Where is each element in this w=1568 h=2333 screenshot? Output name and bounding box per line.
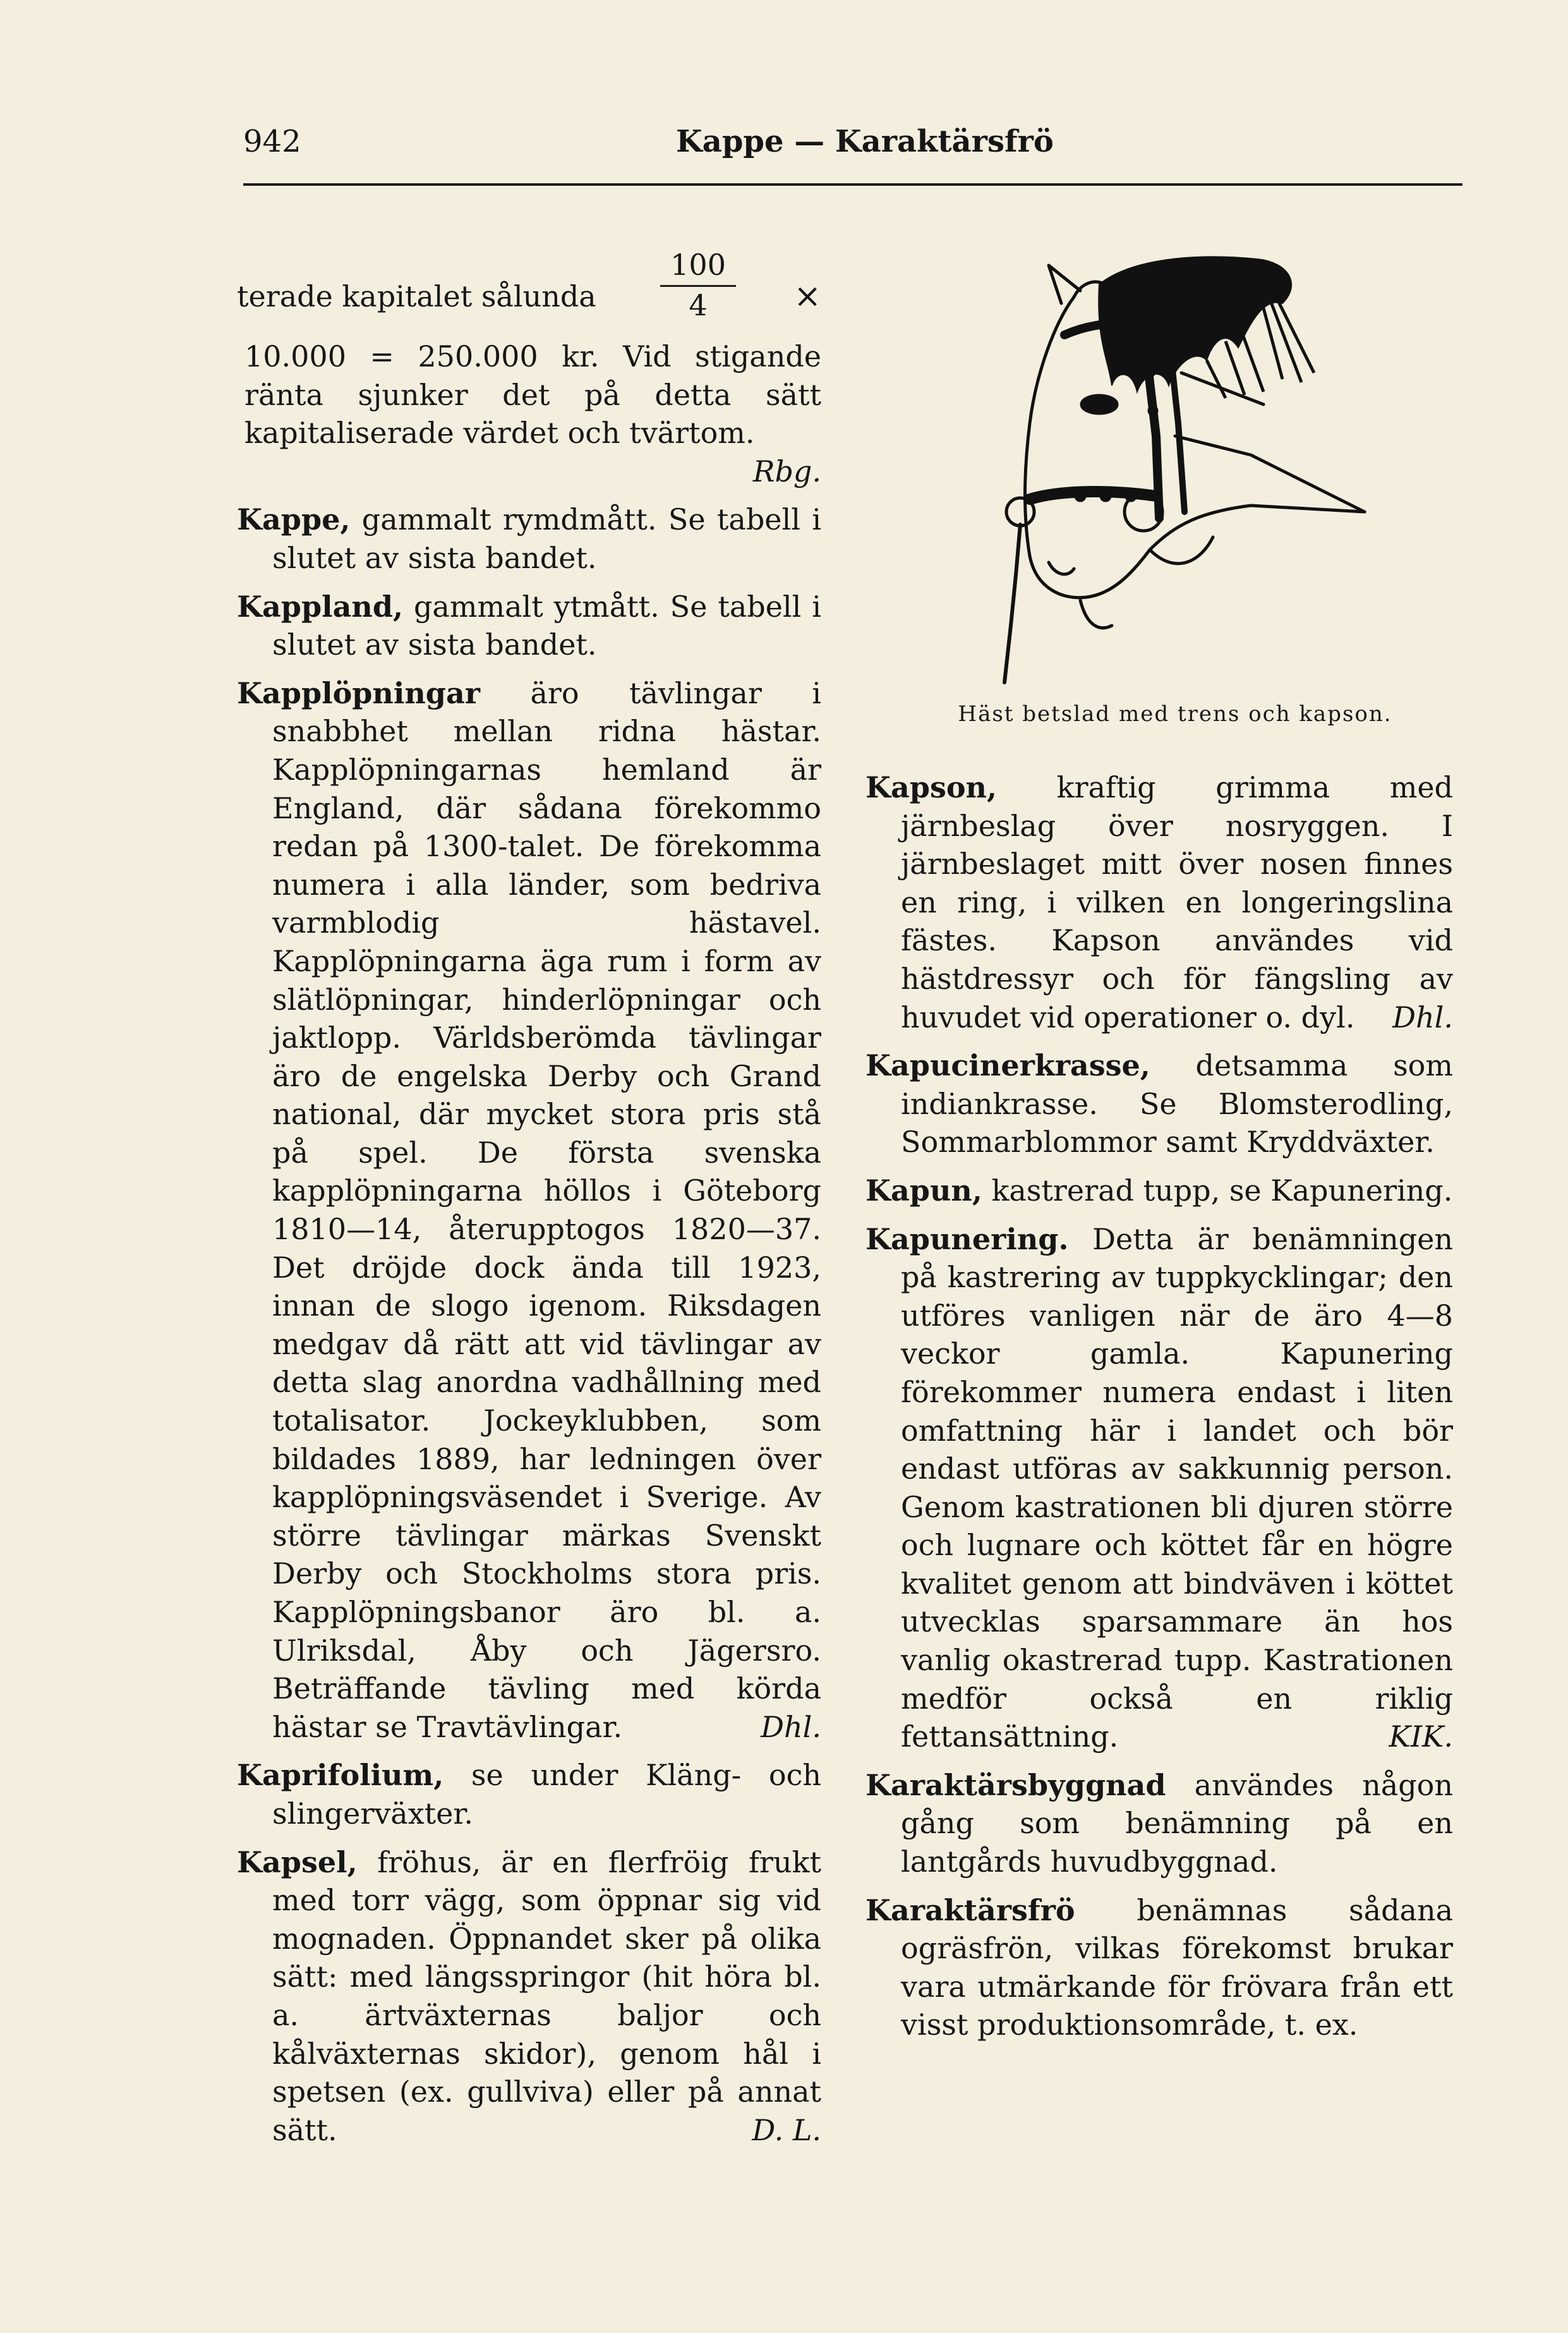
entry-text: Detta är benämningen på kastrering av tuppkycklingar; den utföres vanligen när de äro 4—8 veckor gamla. Kapunering förekommer numera endast i liten omfattning här i landet och bör endast utföras av sakkunnig person. Genom kastrationen bli djuren större och lugnare och köttet får en högre kvalitet genom att bindväven i köttet utvecklas sparsammare än hos vanlig okastrerad tupp. Kastrationen medför också en riklig fettansättning. (901, 1221, 1453, 1754)
entry-text: se under Kläng- och slingerväxter. (272, 1758, 821, 1831)
entry-kapunering (865, 1220, 1453, 1756)
entry-karaktarsbyggnad (865, 1766, 1453, 1881)
entry-text: fröhus, är en flerfröig frukt med torr vägg, som öppnar sig vid mognaden. Öppnandet sker på olika sätt: med längsspringor (hit höra bl. a. ärtväxternas baljor och kålväxternas skidor), genom hål i spetsen (ex. gullviva) eller på annat sätt. (272, 1845, 821, 2147)
headword: Kappe, (237, 502, 351, 537)
entry-kappe (237, 500, 821, 577)
entry-text: detsamma som indiankrasse. Se Blomsterodling, Sommarblommor samt Kryddväxter. (901, 1048, 1453, 1160)
fraction-numerator: 100 (670, 247, 726, 282)
headword: Kapunering. (865, 1221, 1069, 1256)
entry-karaktarsfro (865, 1891, 1453, 2044)
entry-kappland (237, 588, 821, 664)
headword: Kapun, (865, 1173, 982, 1208)
signature: KIK. (1389, 1719, 1453, 1754)
fraction-intro: terade kapitalet sålunda (237, 279, 596, 313)
entry-text: benämnas sådana ogräsfrön, vilkas förekomst brukar vara utmärkande för frövara från ett visst produktionsområde, t. ex. (901, 1893, 1453, 2042)
continuation-body: 10.000 = 250.000 kr. Vid stigande ränta sjunker det på detta sätt kapitaliserade värdet och tvärtom. (244, 339, 821, 451)
horse-bridle-illustration (986, 246, 1390, 689)
continuation-signature: Rbg. (752, 454, 821, 488)
figure-caption: Häst betslad med trens och kapson. (958, 701, 1392, 727)
fraction (660, 247, 736, 321)
entry-kapun (865, 1172, 1453, 1210)
entry-kapson (865, 768, 1453, 1036)
headword: Kapson, (865, 770, 997, 804)
header-rule (243, 183, 1462, 186)
entry-text: äro tävlingar i snabbhet mellan ridna hästar. Kapplöpningarnas hemland är England, där sådana förekommo redan på 1300-talet. De förekomma numera i alla länder, som bedriva varmblodig hästavel. Kapplöpningarna äga rum i form av slätlöpningar, hinderlöpningar och jaktlopp. Världsberömda tävlingar äro de engelska Derby och Grand national, där mycket stora pris stå på spel. De första svenska kapplöpningarna höllos i Göteborg 1810—14, återupptogos 1820—37. Det dröjde dock ända till 1923, innan de slogo igenom. Riksdagen medgav då rätt att vid tävlingar av detta slag anordna vadhållning med totalisator. Jockeyklubben, som bildades 1889, har ledningen över kapplöpningsväsendet i Sverige. Av större tävlingar märkas Svenskt Derby och Stockholms stora pris. Kapplöpningsbanor äro bl. a. Ulriksdal, Åby och Jägersro. Beträffande tävling med körda hästar se Travtävlingar. (272, 676, 821, 1744)
entry-text: kraftig grimma med järnbeslag över nosryggen. I järnbeslaget mitt över nosen finnes en ring, i vilken en longeringslina fästes. Kapson användes vid hästdressyr och för fängsling av huvudet vid operationer o. dyl. (901, 770, 1453, 1034)
running-head: Kappe — Karaktärsfrö (676, 124, 1054, 159)
entry-text: gammalt rymdmått. Se tabell i slutet av sista bandet. (272, 502, 821, 575)
fraction-line (237, 230, 821, 337)
entry-text: gammalt ytmått. Se tabell i slutet av sista bandet. (272, 589, 821, 662)
headword: Kaprifolium, (237, 1758, 444, 1793)
headword: Kappland, (237, 589, 404, 624)
entry-kapucinerkrasse (865, 1046, 1453, 1161)
headword: Kapsel, (237, 1845, 358, 1879)
entry-text: användes någon gång som benämning på en lantgårds huvudbyggnad. (901, 1767, 1453, 1879)
horse-head-drawing (986, 246, 1390, 689)
entry-kaprifolium (237, 1756, 821, 1833)
fraction-bar (660, 285, 736, 287)
entry-kapsel (237, 1843, 821, 2150)
fraction-denominator: 4 (689, 288, 708, 322)
entry-text: kastrerad tupp, se Kapunering. (982, 1173, 1453, 1208)
continuation-text (237, 337, 821, 490)
signature: Dhl. (1392, 1000, 1453, 1034)
left-column (237, 230, 821, 2149)
headword: Karaktärsfrö (865, 1893, 1075, 1927)
entry-kapplopningar (237, 674, 821, 1747)
headword: Kapplöpningar (237, 676, 481, 710)
headword: Karaktärsbyggnad (865, 1767, 1166, 1802)
page-number: 942 (243, 124, 301, 159)
fraction-operator: × (793, 277, 821, 315)
signature: D. L. (752, 2112, 821, 2147)
headword: Kapucinerkrasse, (865, 1048, 1150, 1083)
signature: Dhl. (761, 1709, 821, 1744)
right-column (865, 768, 1453, 2044)
